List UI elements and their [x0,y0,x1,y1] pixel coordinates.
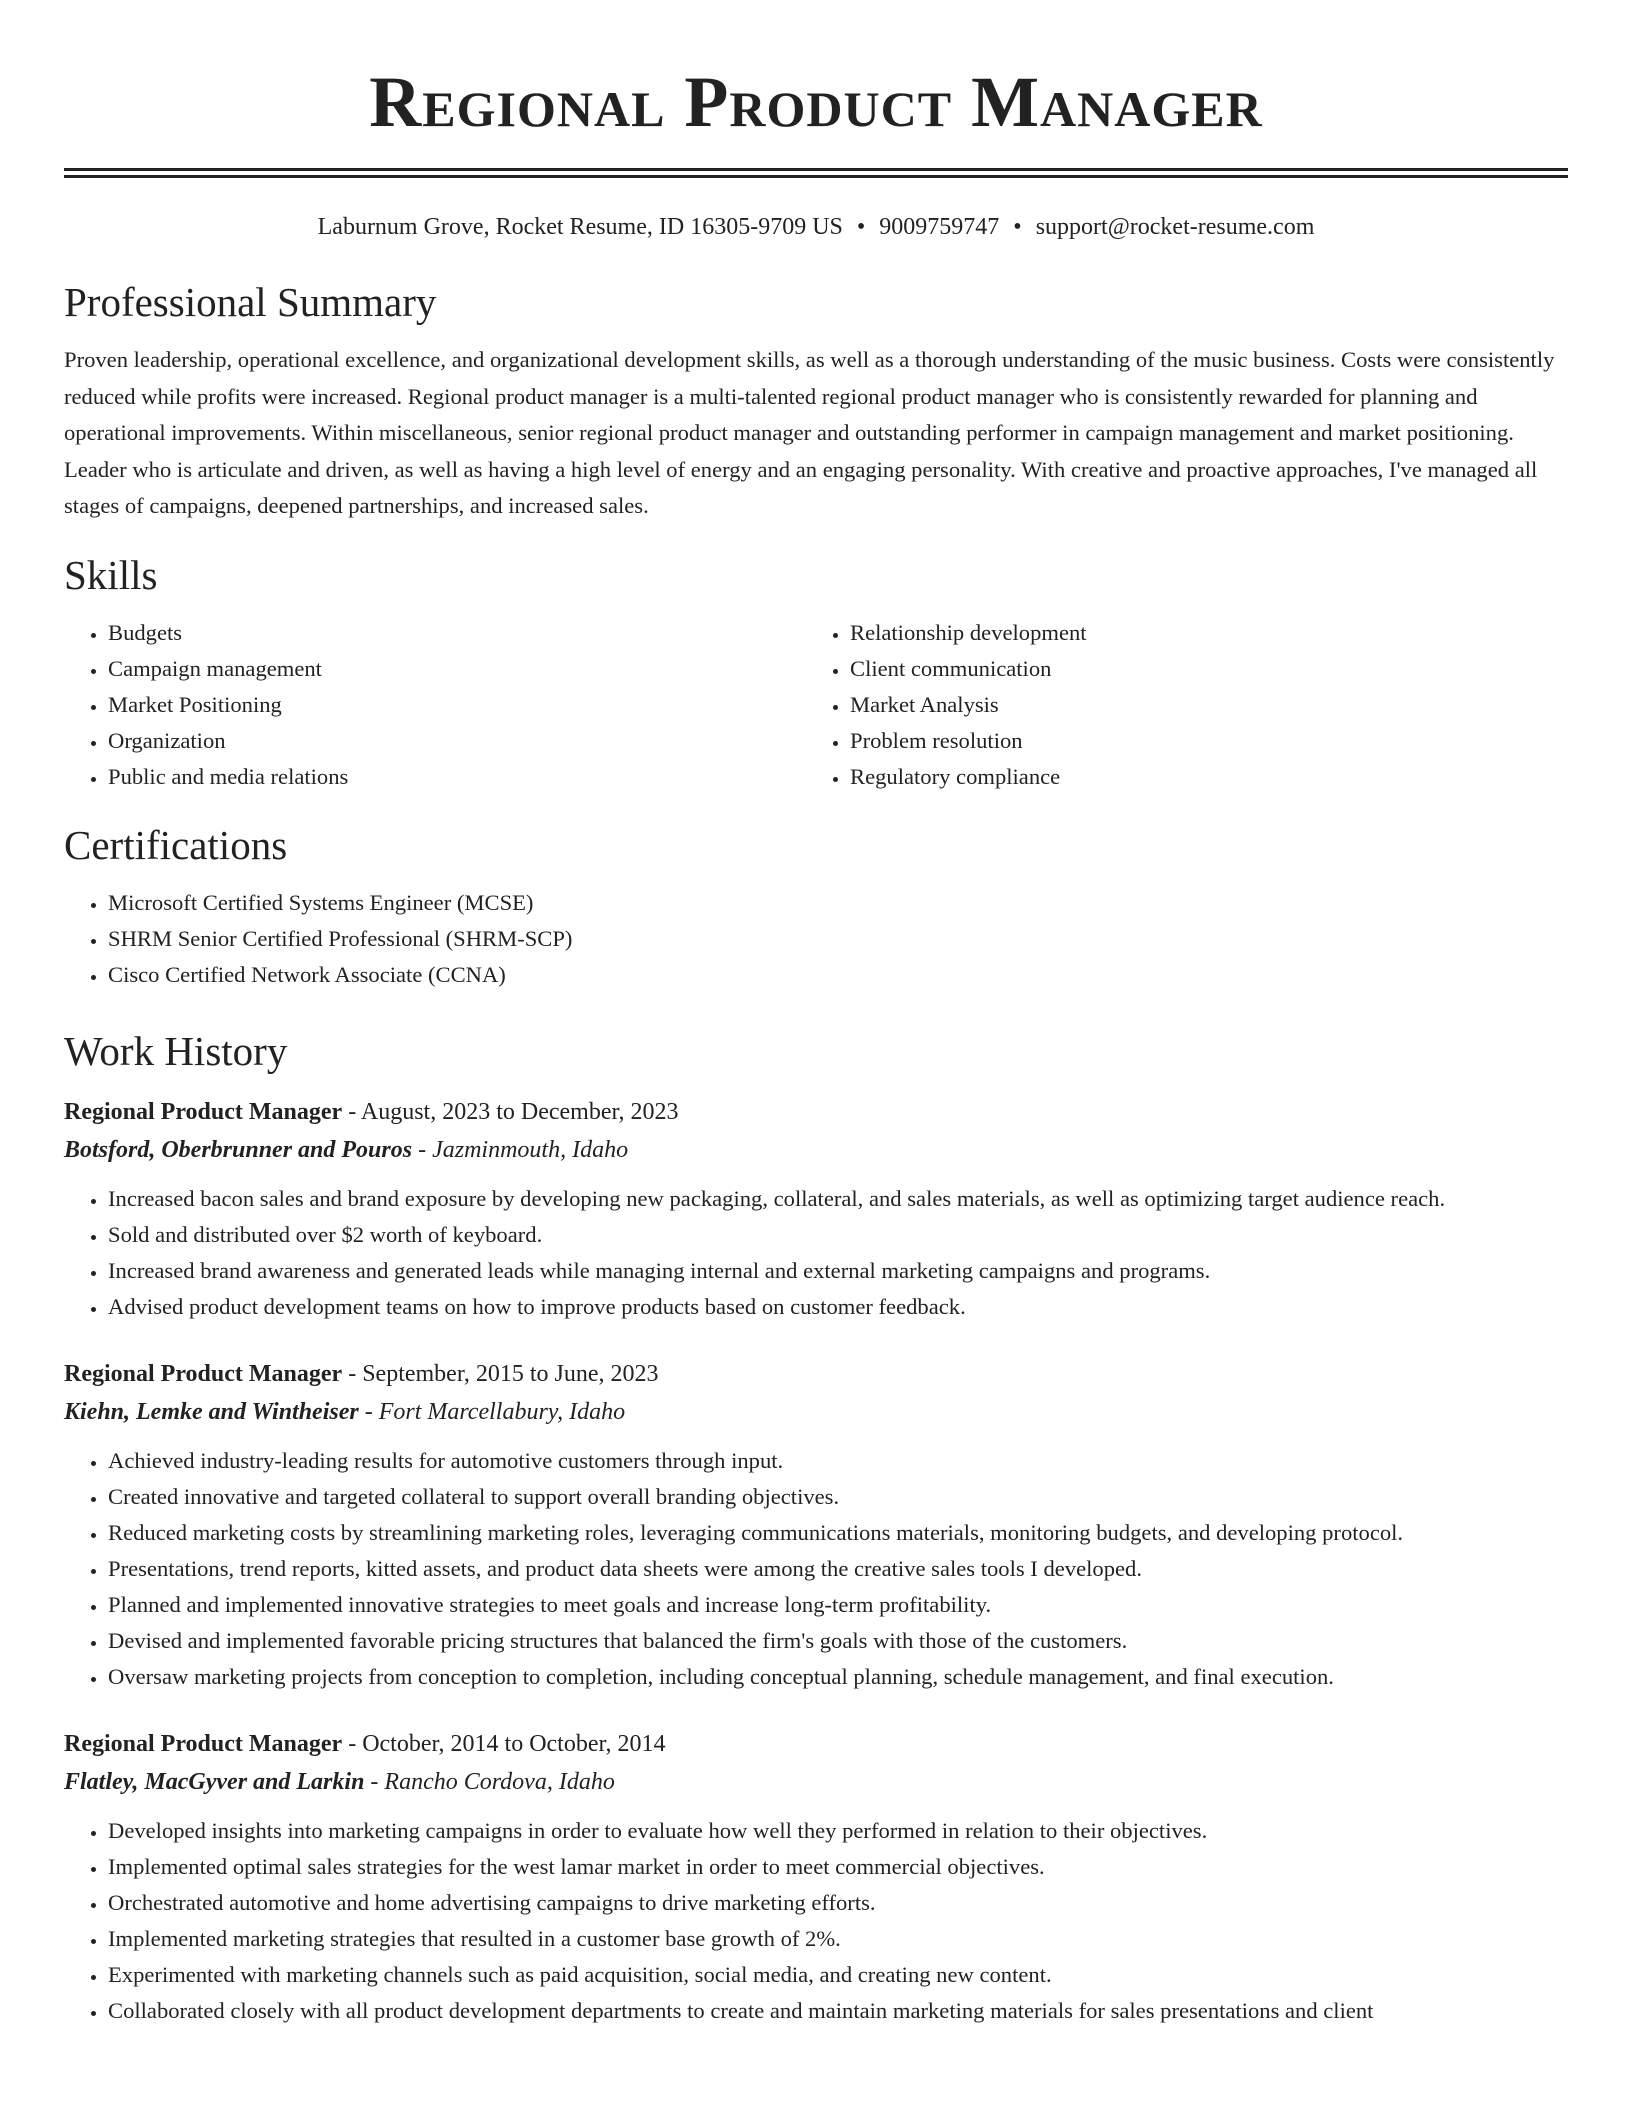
contact-line [64,212,1568,242]
job-dates: - September, 2015 to June, 2023 [342,1360,659,1387]
summary-heading: Professional Summary [64,279,437,325]
skill-item: • Relationship development [850,615,1548,651]
resume-page [64,0,1568,2029]
job-bullet: • Implemented marketing strategies that resulted in a customer base growth of 2%. [108,1921,1568,1957]
skills-heading: Skills [64,551,158,598]
job-title-line [64,1355,1568,1393]
job-role: Regional Product Manager [64,1098,343,1125]
certifications-list [64,885,1568,993]
job-bullet: • Advised product development teams on how to improve products based on customer feedback. [108,1289,1568,1325]
job-bullet: • Increased brand awareness and generated leads while managing internal and external marketing campaigns and programs. [108,1253,1568,1289]
job-bullet: • Implemented optimal sales strategies for the west lamar market in order to meet commercial objectives. [108,1849,1568,1885]
skill-item: • Market Positioning [108,687,806,723]
job-bullets [64,1181,1568,1325]
job-bullet: • Presentations, trend reports, kitted assets, and product data sheets were among the creative sales tools I developed. [108,1551,1568,1587]
job-location: - Fort Marcellabury, Idaho [358,1398,626,1425]
job-bullets [64,1813,1568,2029]
certification-item: • Microsoft Certified Systems Engineer (MCSE) [108,885,1568,921]
job-dates: - August, 2023 to December, 2023 [342,1098,679,1125]
job-bullet: • Oversaw marketing projects from conception to completion, including conceptual planning, schedule management, and final execution. [108,1659,1568,1695]
job-location: - Jazminmouth, Idaho [412,1136,629,1163]
job-location: - Rancho Cordova, Idaho [364,1768,615,1795]
skill-item: • Market Analysis [850,687,1548,723]
resume-title: Regional Product Manager [369,62,1263,142]
contact-separator: • [856,214,866,240]
summary-text: Proven leadership, operational excellence, and organizational development skills, as well as a thorough understanding of the music business. Costs were consistently reduced while profits were increased. Regional product manager is a multi-talented regional product manager who is consistently rewarded for planning and operational improvements. Within miscellaneous, senior regional product manager and outstanding performer in campaign management and market positioning. Leader who is articulate and driven, as well as having a high level of energy and an engaging personality. With creative and proactive approaches, I've managed all stages of campaigns, deepened partnerships, and increased sales. [64,347,1555,518]
contact-separator: • [1013,214,1022,240]
skill-item: • Problem resolution [850,723,1548,759]
skill-item: • Regulatory compliance [850,759,1548,795]
job-bullet: • Created innovative and targeted collateral to support overall branding objectives. [108,1479,1568,1515]
job-bullet: • Increased bacon sales and brand exposure by developing new packaging, collateral, and sales materials, as well as optimizing target audience reach. [108,1181,1568,1217]
skill-item: • Budgets [108,615,806,651]
job-bullet: • Achieved industry-leading results for automotive customers through input. [108,1443,1568,1479]
certification-item: • Cisco Certified Network Associate (CCNA) [108,957,1568,993]
job-bullet: • Orchestrated automotive and home advertising campaigns to drive marketing efforts. [108,1885,1568,1921]
job-role: Regional Product Manager [64,1730,343,1757]
contact-address: Laburnum Grove, Rocket Resume, ID 16305-9709 US [317,214,843,240]
job-entry [64,1355,1568,1695]
job-company: Kiehn, Lemke and Wintheiser [64,1398,359,1425]
job-bullet: • Experimented with marketing channels such as paid acquisition, social media, and creating new content. [108,1957,1568,1993]
job-company-line [64,1131,1568,1169]
contact-phone: 9009759747 [879,214,1000,240]
skills-left-list [64,615,806,795]
skills-right-list [806,615,1548,795]
certifications-heading: Certifications [64,821,288,868]
skill-item: • Client communication [850,651,1548,687]
job-role: Regional Product Manager [64,1360,343,1387]
job-title-line [64,1093,1568,1131]
job-entry [64,1093,1568,1325]
job-company-line [64,1763,1568,1801]
job-bullet: • Devised and implemented favorable pricing structures that balanced the firm's goals with those of the customers. [108,1623,1568,1659]
job-bullets [64,1443,1568,1695]
job-company: Botsford, Oberbrunner and Pouros [64,1136,413,1163]
job-bullet: • Developed insights into marketing campaigns in order to evaluate how well they performed in relation to their objectives. [108,1813,1568,1849]
job-company: Flatley, MacGyver and Larkin [64,1768,365,1795]
job-bullet: • Reduced marketing costs by streamlining marketing roles, leveraging communications materials, monitoring budgets, and developing protocol. [108,1515,1568,1551]
job-bullet: • Sold and distributed over $2 worth of keyboard. [108,1217,1568,1253]
job-title-line [64,1725,1568,1763]
skills-columns [64,615,1568,795]
certification-item: • SHRM Senior Certified Professional (SHRM-SCP) [108,921,1568,957]
job-company-line [64,1393,1568,1431]
skill-item: • Public and media relations [108,759,806,795]
skill-item: • Campaign management [108,651,806,687]
job-bullet: • Collaborated closely with all product development departments to create and maintain marketing materials for sales presentations and client [108,1993,1568,2029]
contact-email[interactable]: support@rocket-resume.com [1035,214,1315,240]
skill-item: • Organization [108,723,806,759]
job-bullet: • Planned and implemented innovative strategies to meet goals and increase long-term profitability. [108,1587,1568,1623]
job-dates: - October, 2014 to October, 2014 [342,1730,666,1757]
job-entry [64,1725,1568,2029]
title-divider [64,168,1568,178]
work-history-heading: Work History [64,1027,288,1074]
